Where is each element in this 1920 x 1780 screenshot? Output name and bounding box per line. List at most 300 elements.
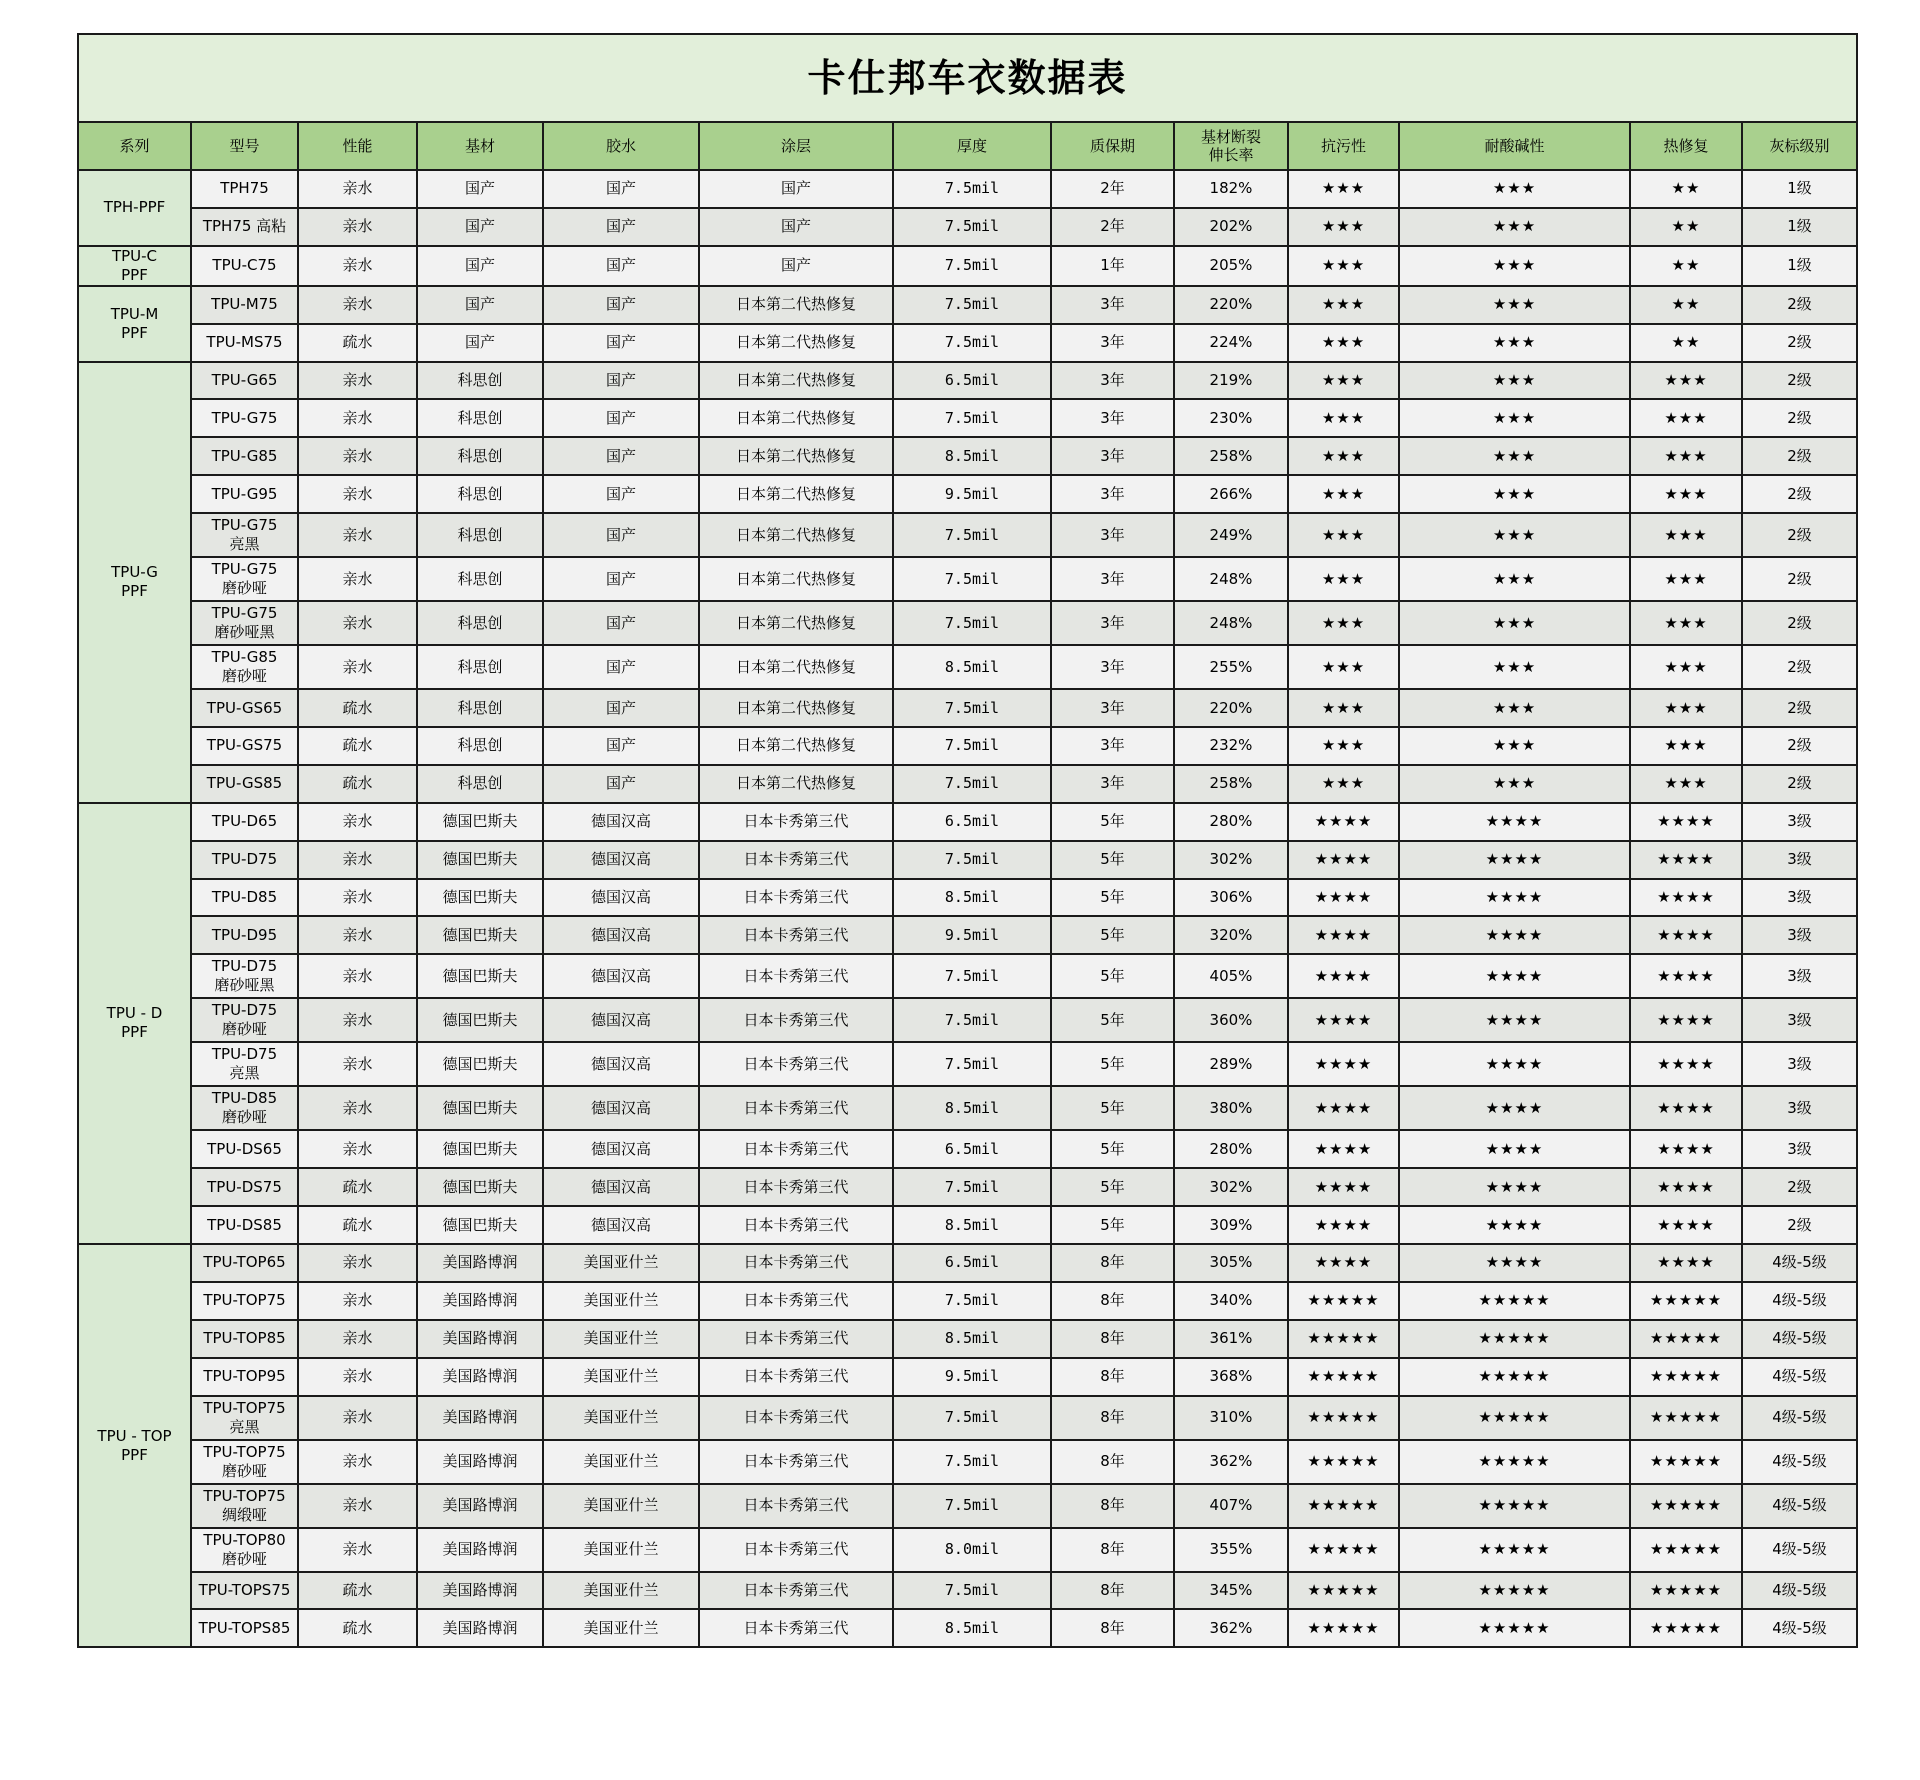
model-cell: TPU-G75 磨砂哑 bbox=[191, 557, 298, 601]
grade-cell: 3级 bbox=[1742, 803, 1857, 841]
acid-resistance-cell: ★★★★★ bbox=[1399, 1358, 1630, 1396]
performance-cell: 亲水 bbox=[298, 399, 417, 437]
stain-resistance-cell: ★★★ bbox=[1288, 689, 1399, 727]
table-row bbox=[78, 645, 1857, 689]
thickness-cell: 7.5mil bbox=[893, 1282, 1051, 1320]
table-row bbox=[78, 1282, 1857, 1320]
coating-cell: 日本卡秀第三代 bbox=[699, 1440, 893, 1484]
acid-resistance-cell: ★★★★ bbox=[1399, 1244, 1630, 1282]
glue-cell: 国产 bbox=[543, 513, 699, 557]
warranty-cell: 5年 bbox=[1051, 954, 1174, 998]
thickness-cell: 7.5mil bbox=[893, 513, 1051, 557]
elongation-cell: 362% bbox=[1174, 1609, 1288, 1647]
glue-cell: 国产 bbox=[543, 765, 699, 803]
self-healing-cell: ★★★ bbox=[1630, 557, 1742, 601]
performance-cell: 亲水 bbox=[298, 803, 417, 841]
self-healing-cell: ★★ bbox=[1630, 246, 1742, 286]
acid-resistance-cell: ★★★ bbox=[1399, 286, 1630, 324]
acid-resistance-cell: ★★★★★ bbox=[1399, 1320, 1630, 1358]
glue-cell: 德国汉高 bbox=[543, 916, 699, 954]
table-row bbox=[78, 954, 1857, 998]
elongation-cell: 249% bbox=[1174, 513, 1288, 557]
performance-cell: 亲水 bbox=[298, 437, 417, 475]
acid-resistance-cell: ★★★ bbox=[1399, 765, 1630, 803]
performance-cell: 亲水 bbox=[298, 246, 417, 286]
performance-cell: 亲水 bbox=[298, 1042, 417, 1086]
model-cell: TPU-DS65 bbox=[191, 1130, 298, 1168]
base-material-cell: 德国巴斯夫 bbox=[417, 879, 543, 917]
acid-resistance-cell: ★★★★ bbox=[1399, 916, 1630, 954]
glue-cell: 德国汉高 bbox=[543, 1206, 699, 1244]
coating-cell: 日本第二代热修复 bbox=[699, 437, 893, 475]
acid-resistance-cell: ★★★★ bbox=[1399, 879, 1630, 917]
stain-resistance-cell: ★★★★ bbox=[1288, 1042, 1399, 1086]
self-healing-cell: ★★★★ bbox=[1630, 1206, 1742, 1244]
acid-resistance-cell: ★★★ bbox=[1399, 437, 1630, 475]
self-healing-cell: ★★★★★ bbox=[1630, 1528, 1742, 1572]
table-row bbox=[78, 601, 1857, 645]
elongation-cell: 407% bbox=[1174, 1484, 1288, 1528]
stain-resistance-cell: ★★★★★ bbox=[1288, 1572, 1399, 1610]
acid-resistance-cell: ★★★★★ bbox=[1399, 1528, 1630, 1572]
grade-cell: 2级 bbox=[1742, 557, 1857, 601]
glue-cell: 国产 bbox=[543, 246, 699, 286]
base-material-cell: 科思创 bbox=[417, 557, 543, 601]
warranty-cell: 3年 bbox=[1051, 437, 1174, 475]
self-healing-cell: ★★★★ bbox=[1630, 1042, 1742, 1086]
warranty-cell: 3年 bbox=[1051, 475, 1174, 513]
grade-cell: 2级 bbox=[1742, 437, 1857, 475]
grade-cell: 4级-5级 bbox=[1742, 1244, 1857, 1282]
warranty-cell: 3年 bbox=[1051, 645, 1174, 689]
column-header: 厚度 bbox=[893, 122, 1051, 170]
coating-cell: 日本第二代热修复 bbox=[699, 645, 893, 689]
elongation-cell: 305% bbox=[1174, 1244, 1288, 1282]
coating-cell: 日本卡秀第三代 bbox=[699, 1282, 893, 1320]
table-row bbox=[78, 513, 1857, 557]
thickness-cell: 8.5mil bbox=[893, 1086, 1051, 1130]
elongation-cell: 302% bbox=[1174, 1168, 1288, 1206]
performance-cell: 亲水 bbox=[298, 998, 417, 1042]
glue-cell: 德国汉高 bbox=[543, 998, 699, 1042]
coating-cell: 日本卡秀第三代 bbox=[699, 954, 893, 998]
grade-cell: 1级 bbox=[1742, 246, 1857, 286]
glue-cell: 国产 bbox=[543, 645, 699, 689]
warranty-cell: 5年 bbox=[1051, 803, 1174, 841]
stain-resistance-cell: ★★★ bbox=[1288, 324, 1399, 362]
elongation-cell: 345% bbox=[1174, 1572, 1288, 1610]
acid-resistance-cell: ★★★★ bbox=[1399, 1042, 1630, 1086]
acid-resistance-cell: ★★★★★ bbox=[1399, 1440, 1630, 1484]
warranty-cell: 3年 bbox=[1051, 689, 1174, 727]
model-cell: TPU-D85 bbox=[191, 879, 298, 917]
model-cell: TPU-D75 磨砂哑黑 bbox=[191, 954, 298, 998]
thickness-cell: 6.5mil bbox=[893, 1130, 1051, 1168]
warranty-cell: 8年 bbox=[1051, 1528, 1174, 1572]
elongation-cell: 380% bbox=[1174, 1086, 1288, 1130]
grade-cell: 3级 bbox=[1742, 1130, 1857, 1168]
model-cell: TPU-D75 bbox=[191, 841, 298, 879]
acid-resistance-cell: ★★★★ bbox=[1399, 1168, 1630, 1206]
warranty-cell: 5年 bbox=[1051, 1206, 1174, 1244]
grade-cell: 4级-5级 bbox=[1742, 1358, 1857, 1396]
elongation-cell: 220% bbox=[1174, 689, 1288, 727]
self-healing-cell: ★★★ bbox=[1630, 475, 1742, 513]
elongation-cell: 258% bbox=[1174, 765, 1288, 803]
glue-cell: 国产 bbox=[543, 286, 699, 324]
warranty-cell: 3年 bbox=[1051, 601, 1174, 645]
performance-cell: 亲水 bbox=[298, 645, 417, 689]
glue-cell: 德国汉高 bbox=[543, 803, 699, 841]
table-row bbox=[78, 1206, 1857, 1244]
stain-resistance-cell: ★★★★ bbox=[1288, 1168, 1399, 1206]
base-material-cell: 科思创 bbox=[417, 437, 543, 475]
series-cell: TPU - TOP PPF bbox=[78, 1244, 191, 1647]
stain-resistance-cell: ★★★★★ bbox=[1288, 1358, 1399, 1396]
elongation-cell: 340% bbox=[1174, 1282, 1288, 1320]
performance-cell: 亲水 bbox=[298, 208, 417, 246]
warranty-cell: 5年 bbox=[1051, 841, 1174, 879]
grade-cell: 3级 bbox=[1742, 879, 1857, 917]
performance-cell: 亲水 bbox=[298, 362, 417, 400]
table-row bbox=[78, 1440, 1857, 1484]
elongation-cell: 280% bbox=[1174, 803, 1288, 841]
series-cell: TPU-G PPF bbox=[78, 362, 191, 803]
table-row bbox=[78, 557, 1857, 601]
model-cell: TPU-TOP75 磨砂哑 bbox=[191, 1440, 298, 1484]
coating-cell: 国产 bbox=[699, 170, 893, 208]
self-healing-cell: ★★★ bbox=[1630, 765, 1742, 803]
table-row bbox=[78, 475, 1857, 513]
column-header: 基材 bbox=[417, 122, 543, 170]
stain-resistance-cell: ★★★ bbox=[1288, 475, 1399, 513]
model-cell: TPU-TOP65 bbox=[191, 1244, 298, 1282]
elongation-cell: 182% bbox=[1174, 170, 1288, 208]
elongation-cell: 310% bbox=[1174, 1396, 1288, 1440]
self-healing-cell: ★★★★ bbox=[1630, 1244, 1742, 1282]
thickness-cell: 7.5mil bbox=[893, 954, 1051, 998]
acid-resistance-cell: ★★★ bbox=[1399, 208, 1630, 246]
stain-resistance-cell: ★★★ bbox=[1288, 362, 1399, 400]
self-healing-cell: ★★ bbox=[1630, 208, 1742, 246]
warranty-cell: 8年 bbox=[1051, 1358, 1174, 1396]
table-row bbox=[78, 841, 1857, 879]
performance-cell: 亲水 bbox=[298, 1528, 417, 1572]
stain-resistance-cell: ★★★★ bbox=[1288, 1206, 1399, 1244]
warranty-cell: 5年 bbox=[1051, 1086, 1174, 1130]
table-row bbox=[78, 246, 1857, 286]
coating-cell: 日本第二代热修复 bbox=[699, 727, 893, 765]
glue-cell: 国产 bbox=[543, 399, 699, 437]
glue-cell: 国产 bbox=[543, 437, 699, 475]
base-material-cell: 科思创 bbox=[417, 727, 543, 765]
column-header: 型号 bbox=[191, 122, 298, 170]
page-title: 卡仕邦车衣数据表 bbox=[78, 34, 1857, 122]
coating-cell: 日本第二代热修复 bbox=[699, 557, 893, 601]
elongation-cell: 220% bbox=[1174, 286, 1288, 324]
coating-cell: 日本第二代热修复 bbox=[699, 324, 893, 362]
model-cell: TPU-D75 亮黑 bbox=[191, 1042, 298, 1086]
stain-resistance-cell: ★★★ bbox=[1288, 170, 1399, 208]
elongation-cell: 266% bbox=[1174, 475, 1288, 513]
performance-cell: 亲水 bbox=[298, 557, 417, 601]
stain-resistance-cell: ★★★ bbox=[1288, 645, 1399, 689]
coating-cell: 日本第二代热修复 bbox=[699, 765, 893, 803]
elongation-cell: 202% bbox=[1174, 208, 1288, 246]
model-cell: TPU-G85 bbox=[191, 437, 298, 475]
stain-resistance-cell: ★★★★ bbox=[1288, 998, 1399, 1042]
glue-cell: 美国亚什兰 bbox=[543, 1358, 699, 1396]
warranty-cell: 8年 bbox=[1051, 1244, 1174, 1282]
base-material-cell: 美国路博润 bbox=[417, 1320, 543, 1358]
performance-cell: 亲水 bbox=[298, 1440, 417, 1484]
warranty-cell: 3年 bbox=[1051, 324, 1174, 362]
elongation-cell: 309% bbox=[1174, 1206, 1288, 1244]
coating-cell: 日本卡秀第三代 bbox=[699, 1484, 893, 1528]
thickness-cell: 8.5mil bbox=[893, 1206, 1051, 1244]
model-cell: TPU-D95 bbox=[191, 916, 298, 954]
warranty-cell: 8年 bbox=[1051, 1609, 1174, 1647]
glue-cell: 美国亚什兰 bbox=[543, 1440, 699, 1484]
stain-resistance-cell: ★★★ bbox=[1288, 208, 1399, 246]
grade-cell: 4级-5级 bbox=[1742, 1282, 1857, 1320]
base-material-cell: 国产 bbox=[417, 170, 543, 208]
warranty-cell: 8年 bbox=[1051, 1396, 1174, 1440]
table-row bbox=[78, 170, 1857, 208]
table-row bbox=[78, 689, 1857, 727]
coating-cell: 日本卡秀第三代 bbox=[699, 1206, 893, 1244]
table-row bbox=[78, 1042, 1857, 1086]
coating-cell: 国产 bbox=[699, 208, 893, 246]
glue-cell: 国产 bbox=[543, 362, 699, 400]
self-healing-cell: ★★★ bbox=[1630, 362, 1742, 400]
self-healing-cell: ★★★★★ bbox=[1630, 1282, 1742, 1320]
series-cell: TPU-C PPF bbox=[78, 246, 191, 286]
warranty-cell: 1年 bbox=[1051, 246, 1174, 286]
stain-resistance-cell: ★★★★★ bbox=[1288, 1396, 1399, 1440]
stain-resistance-cell: ★★★★ bbox=[1288, 879, 1399, 917]
performance-cell: 亲水 bbox=[298, 1396, 417, 1440]
acid-resistance-cell: ★★★★★ bbox=[1399, 1396, 1630, 1440]
grade-cell: 2级 bbox=[1742, 601, 1857, 645]
performance-cell: 亲水 bbox=[298, 916, 417, 954]
base-material-cell: 德国巴斯夫 bbox=[417, 998, 543, 1042]
thickness-cell: 7.5mil bbox=[893, 727, 1051, 765]
performance-cell: 亲水 bbox=[298, 286, 417, 324]
warranty-cell: 3年 bbox=[1051, 513, 1174, 557]
base-material-cell: 科思创 bbox=[417, 765, 543, 803]
coating-cell: 日本第二代热修复 bbox=[699, 475, 893, 513]
model-cell: TPU-MS75 bbox=[191, 324, 298, 362]
table-row bbox=[78, 1320, 1857, 1358]
table-row bbox=[78, 324, 1857, 362]
table-row bbox=[78, 1484, 1857, 1528]
model-cell: TPU-TOP95 bbox=[191, 1358, 298, 1396]
grade-cell: 2级 bbox=[1742, 689, 1857, 727]
grade-cell: 2级 bbox=[1742, 727, 1857, 765]
acid-resistance-cell: ★★★★ bbox=[1399, 1086, 1630, 1130]
thickness-cell: 9.5mil bbox=[893, 475, 1051, 513]
data-table bbox=[77, 33, 1858, 1648]
stain-resistance-cell: ★★★★★ bbox=[1288, 1282, 1399, 1320]
acid-resistance-cell: ★★★★★ bbox=[1399, 1484, 1630, 1528]
elongation-cell: 232% bbox=[1174, 727, 1288, 765]
warranty-cell: 8年 bbox=[1051, 1282, 1174, 1320]
warranty-cell: 5年 bbox=[1051, 1042, 1174, 1086]
performance-cell: 亲水 bbox=[298, 1484, 417, 1528]
base-material-cell: 美国路博润 bbox=[417, 1484, 543, 1528]
elongation-cell: 280% bbox=[1174, 1130, 1288, 1168]
stain-resistance-cell: ★★★ bbox=[1288, 727, 1399, 765]
series-cell: TPH-PPF bbox=[78, 170, 191, 246]
elongation-cell: 258% bbox=[1174, 437, 1288, 475]
base-material-cell: 国产 bbox=[417, 286, 543, 324]
model-cell: TPU-C75 bbox=[191, 246, 298, 286]
grade-cell: 4级-5级 bbox=[1742, 1484, 1857, 1528]
coating-cell: 日本卡秀第三代 bbox=[699, 998, 893, 1042]
performance-cell: 亲水 bbox=[298, 475, 417, 513]
acid-resistance-cell: ★★★ bbox=[1399, 601, 1630, 645]
elongation-cell: 405% bbox=[1174, 954, 1288, 998]
table-row bbox=[78, 765, 1857, 803]
model-cell: TPU-D85 磨砂哑 bbox=[191, 1086, 298, 1130]
acid-resistance-cell: ★★★ bbox=[1399, 399, 1630, 437]
model-cell: TPU-G95 bbox=[191, 475, 298, 513]
performance-cell: 亲水 bbox=[298, 1282, 417, 1320]
self-healing-cell: ★★★★ bbox=[1630, 998, 1742, 1042]
coating-cell: 日本卡秀第三代 bbox=[699, 1244, 893, 1282]
grade-cell: 3级 bbox=[1742, 1042, 1857, 1086]
stain-resistance-cell: ★★★★★ bbox=[1288, 1484, 1399, 1528]
thickness-cell: 7.5mil bbox=[893, 246, 1051, 286]
column-header: 基材断裂 伸长率 bbox=[1174, 122, 1288, 170]
model-cell: TPU-M75 bbox=[191, 286, 298, 324]
elongation-cell: 306% bbox=[1174, 879, 1288, 917]
glue-cell: 德国汉高 bbox=[543, 1086, 699, 1130]
table-row bbox=[78, 399, 1857, 437]
self-healing-cell: ★★★★ bbox=[1630, 1130, 1742, 1168]
model-cell: TPU-TOP85 bbox=[191, 1320, 298, 1358]
elongation-cell: 362% bbox=[1174, 1440, 1288, 1484]
self-healing-cell: ★★★ bbox=[1630, 399, 1742, 437]
thickness-cell: 7.5mil bbox=[893, 841, 1051, 879]
performance-cell: 亲水 bbox=[298, 1320, 417, 1358]
column-header: 胶水 bbox=[543, 122, 699, 170]
stain-resistance-cell: ★★★ bbox=[1288, 513, 1399, 557]
coating-cell: 日本卡秀第三代 bbox=[699, 1609, 893, 1647]
coating-cell: 日本卡秀第三代 bbox=[699, 1168, 893, 1206]
model-cell: TPU-D65 bbox=[191, 803, 298, 841]
grade-cell: 2级 bbox=[1742, 362, 1857, 400]
base-material-cell: 科思创 bbox=[417, 513, 543, 557]
coating-cell: 日本卡秀第三代 bbox=[699, 1042, 893, 1086]
elongation-cell: 360% bbox=[1174, 998, 1288, 1042]
thickness-cell: 7.5mil bbox=[893, 689, 1051, 727]
base-material-cell: 德国巴斯夫 bbox=[417, 1168, 543, 1206]
acid-resistance-cell: ★★★★ bbox=[1399, 1206, 1630, 1244]
performance-cell: 疏水 bbox=[298, 324, 417, 362]
base-material-cell: 国产 bbox=[417, 324, 543, 362]
warranty-cell: 8年 bbox=[1051, 1572, 1174, 1610]
base-material-cell: 德国巴斯夫 bbox=[417, 1042, 543, 1086]
self-healing-cell: ★★★ bbox=[1630, 601, 1742, 645]
column-header: 抗污性 bbox=[1288, 122, 1399, 170]
grade-cell: 2级 bbox=[1742, 324, 1857, 362]
glue-cell: 德国汉高 bbox=[543, 879, 699, 917]
thickness-cell: 7.5mil bbox=[893, 1168, 1051, 1206]
grade-cell: 2级 bbox=[1742, 513, 1857, 557]
base-material-cell: 国产 bbox=[417, 208, 543, 246]
grade-cell: 1级 bbox=[1742, 208, 1857, 246]
grade-cell: 4级-5级 bbox=[1742, 1528, 1857, 1572]
thickness-cell: 6.5mil bbox=[893, 803, 1051, 841]
glue-cell: 国产 bbox=[543, 475, 699, 513]
stain-resistance-cell: ★★★★ bbox=[1288, 954, 1399, 998]
thickness-cell: 6.5mil bbox=[893, 1244, 1051, 1282]
glue-cell: 美国亚什兰 bbox=[543, 1282, 699, 1320]
performance-cell: 亲水 bbox=[298, 1244, 417, 1282]
self-healing-cell: ★★ bbox=[1630, 286, 1742, 324]
model-cell: TPH75 bbox=[191, 170, 298, 208]
self-healing-cell: ★★★★★ bbox=[1630, 1484, 1742, 1528]
base-material-cell: 美国路博润 bbox=[417, 1609, 543, 1647]
warranty-cell: 3年 bbox=[1051, 399, 1174, 437]
glue-cell: 国产 bbox=[543, 727, 699, 765]
model-cell: TPU-G65 bbox=[191, 362, 298, 400]
table-row bbox=[78, 879, 1857, 917]
header-row bbox=[78, 122, 1857, 170]
stain-resistance-cell: ★★★★ bbox=[1288, 1244, 1399, 1282]
series-cell: TPU - D PPF bbox=[78, 803, 191, 1244]
grade-cell: 4级-5级 bbox=[1742, 1440, 1857, 1484]
performance-cell: 疏水 bbox=[298, 689, 417, 727]
table-row bbox=[78, 1244, 1857, 1282]
table-body bbox=[78, 170, 1857, 1647]
model-cell: TPU-G75 bbox=[191, 399, 298, 437]
warranty-cell: 5年 bbox=[1051, 879, 1174, 917]
coating-cell: 日本卡秀第三代 bbox=[699, 1528, 893, 1572]
glue-cell: 国产 bbox=[543, 324, 699, 362]
model-cell: TPU-TOP75 bbox=[191, 1282, 298, 1320]
performance-cell: 亲水 bbox=[298, 841, 417, 879]
performance-cell: 疏水 bbox=[298, 1572, 417, 1610]
warranty-cell: 3年 bbox=[1051, 362, 1174, 400]
stain-resistance-cell: ★★★★ bbox=[1288, 803, 1399, 841]
coating-cell: 日本卡秀第三代 bbox=[699, 916, 893, 954]
warranty-cell: 5年 bbox=[1051, 1168, 1174, 1206]
coating-cell: 日本卡秀第三代 bbox=[699, 1358, 893, 1396]
table-row bbox=[78, 286, 1857, 324]
grade-cell: 2级 bbox=[1742, 286, 1857, 324]
thickness-cell: 8.5mil bbox=[893, 879, 1051, 917]
grade-cell: 3级 bbox=[1742, 916, 1857, 954]
table-row bbox=[78, 1528, 1857, 1572]
acid-resistance-cell: ★★★ bbox=[1399, 727, 1630, 765]
glue-cell: 德国汉高 bbox=[543, 841, 699, 879]
glue-cell: 国产 bbox=[543, 601, 699, 645]
self-healing-cell: ★★★★ bbox=[1630, 879, 1742, 917]
glue-cell: 美国亚什兰 bbox=[543, 1320, 699, 1358]
performance-cell: 亲水 bbox=[298, 879, 417, 917]
warranty-cell: 8年 bbox=[1051, 1320, 1174, 1358]
performance-cell: 亲水 bbox=[298, 954, 417, 998]
elongation-cell: 205% bbox=[1174, 246, 1288, 286]
self-healing-cell: ★★★★ bbox=[1630, 916, 1742, 954]
glue-cell: 德国汉高 bbox=[543, 1168, 699, 1206]
glue-cell: 美国亚什兰 bbox=[543, 1609, 699, 1647]
base-material-cell: 科思创 bbox=[417, 645, 543, 689]
table-row bbox=[78, 1609, 1857, 1647]
